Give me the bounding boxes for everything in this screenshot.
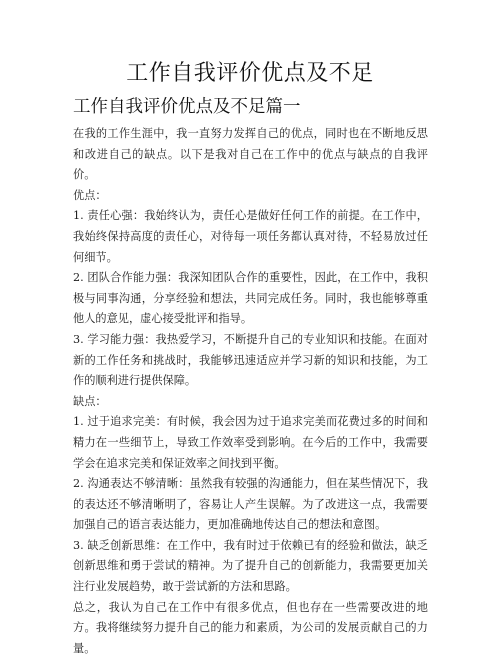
weaknesses-heading: 缺点： [73,394,107,408]
document-title: 工作自我评价优点及不足 [126,61,374,86]
strength-item-3: 3. 学习能力强：我热爱学习，不断提升自己的专业知识和技能。在面对新的工作任务和挑战时，我能够迅速适应并学习新的知识和技能，为工作的顺利进行提供保障。 [73,332,428,388]
intro-paragraph: 在我的工作生涯中，我一直努力发挥自己的优点，同时也在不断地反思和改进自己的缺点。以下是我对自己在工作中的优点与缺点的自我评价。 [73,127,428,182]
weakness-item-3: 3. 缺乏创新思维：在工作中，我有时过于依赖已有的经验和做法，缺乏创新思维和勇于尝试的精神。为了提升自己的创新能力，我需要更加关注行业发展趋势，敢于尝试新的方法和思路。 [73,538,428,594]
strength-item-1: 1. 责任心强：我始终认为，责任心是做好任何工作的前提。在工作中，我始终保持高度的责任心，对待每一项任务都认真对待，不轻易放过任何细节。 [73,209,428,264]
document-body [73,124,428,659]
conclusion-paragraph: 总之，我认为自己在工作中有很多优点，但也存在一些需要改进的地方。我将继续努力提升自己的能力和素质，为公司的发展贡献自己的力量。 [73,600,428,655]
strength-item-2: 2. 团队合作能力强：我深知团队合作的重要性，因此，在工作中，我积极与同事沟通，分享经验和想法，共同完成任务。同时，我也能够尊重他人的意见，虚心接受批评和指导。 [73,271,428,326]
strengths-heading: 优点： [73,188,107,202]
weakness-item-1: 1. 过于追求完美：有时候，我会因为过于追求完美而花费过多的时间和精力在一些细节上，导致工作效率受到影响。在今后的工作中，我需要学会在追求完美和保证效率之间找到平衡。 [73,415,428,470]
weakness-item-2: 2. 沟通表达不够清晰：虽然我有较强的沟通能力，但在某些情况下，我的表达还不够清晰明了，容易让人产生误解。为了改进这一点，我需要加强自己的语言表达能力，更加准确地传达自己的想法和意图。 [73,477,428,532]
section-heading: 工作自我评价优点及不足篇一 [73,97,301,117]
